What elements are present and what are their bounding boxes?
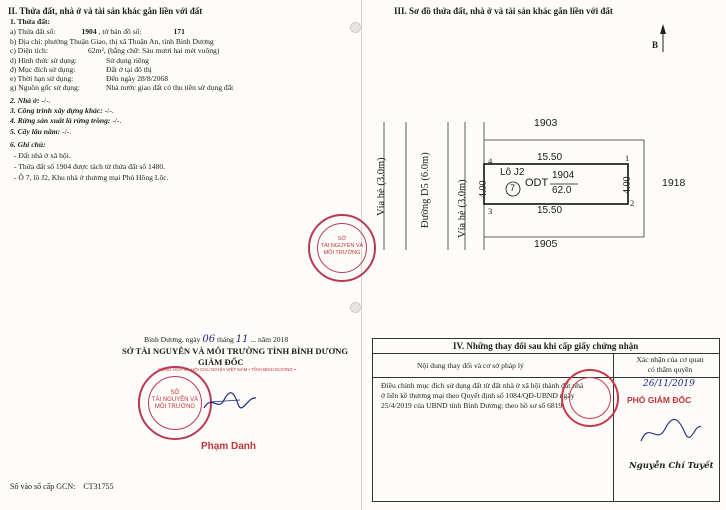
sheet-number: 171: [173, 27, 185, 36]
parcel-number: 1904: [81, 27, 97, 36]
sidewalk-label-left: Vỉa hè (3.0m): [376, 157, 387, 216]
forest-line: [10, 116, 121, 126]
official-seal-middle: [308, 214, 376, 282]
note-3: - Ô 7, lô J2, Khu nhà ở thương mại Phú Hồng Lộc.: [14, 173, 169, 182]
other-works-line: [10, 106, 114, 116]
sidewalk-label-right: Vỉa hè (3.0m): [457, 179, 468, 238]
seal-text-1: SỞ: [337, 236, 347, 242]
corner-point-3: 3: [488, 206, 493, 216]
official-seal-change: [561, 369, 619, 427]
house-label: 2. Nhà ở:: [10, 96, 40, 105]
confirmation-position: PHÓ GIÁM ĐỐC: [627, 395, 692, 405]
forest-value: -/-.: [112, 116, 122, 125]
seal-text-3: MÔI TRƯỜNG: [154, 404, 196, 410]
perennial-value: -/-.: [62, 127, 72, 136]
changes-table: [372, 338, 720, 502]
parcel-map: [362, 0, 726, 300]
seal-text-2: TÀI NGUYÊN VÀ: [320, 243, 364, 249]
use-purpose-value: Đất ở tại đô thị: [106, 65, 152, 74]
issue-month: 11: [235, 334, 249, 345]
issue-year: năm 2018: [258, 335, 289, 344]
parcel-label: a) Thửa đất số:: [10, 27, 56, 36]
column-header-confirmation-line2: có thẩm quyền: [647, 364, 693, 374]
use-term-value: Đến ngày 28/8/2068: [106, 74, 169, 83]
column-header-confirmation: [625, 355, 715, 374]
column-header-confirmation-line1: Xác nhận của cơ quan: [636, 355, 704, 364]
use-origin-label: g) Nguồn gốc sử dụng:: [10, 83, 80, 92]
corner-point-2: 2: [630, 198, 635, 208]
change-entry-line-1: Điều chỉnh mục đích sử dụng đất từ đất nhà ở xã hội thành đất nhà: [381, 381, 584, 390]
note-2: - Thửa đất số 1904 được tách từ thửa đất số 1480.: [14, 162, 166, 171]
parcel-left-length: 4.00: [478, 180, 489, 198]
punch-hole: [350, 302, 361, 313]
land-type-code: ODT: [525, 177, 549, 189]
parcel-heading: 1. Thửa đất:: [10, 17, 51, 26]
serial-label: Số vào sổ cấp GCN:: [10, 482, 76, 491]
corner-point-4: 4: [488, 156, 493, 166]
serial-number: CT31755: [83, 482, 114, 491]
seal-ring-text: CỘNG HÒA XÃ HỘI CHỦ NGHĨA VIỆT NAM • TỈNH BÌNH DƯƠNG •: [158, 367, 296, 372]
area-value: 62m², (bằng chữ: Sáu mươi hai mét vuông): [88, 46, 220, 55]
corner-point-1: 1: [625, 153, 630, 163]
use-term-label: e) Thời hạn sử dụng:: [10, 74, 74, 83]
use-purpose-label: đ) Mục đích sử dụng:: [10, 65, 76, 74]
signer-name: Phạm Danh: [201, 441, 257, 452]
issuing-agency: SỞ TÀI NGUYÊN VÀ MÔI TRƯỜNG TỈNH BÌNH DƯƠNG: [122, 346, 349, 356]
issue-place: Bình Dương, ngày: [144, 335, 201, 344]
area-line: [10, 46, 220, 56]
forest-label: 4. Rừng sản xuất là rừng trồng:: [10, 116, 111, 125]
map-parcel-number: 1904: [552, 170, 575, 181]
issue-month-label: tháng: [216, 335, 234, 344]
section-iii-title: III. Sơ đồ thửa đất, nhà ở và tài sản khác gắn liền với đất: [394, 6, 613, 16]
punch-hole: [350, 22, 361, 33]
neighbor-bottom: 1905: [534, 238, 558, 250]
address-line: b) Địa chỉ: phường Thuận Giao, thị xã Thuận An, tỉnh Bình Dương: [10, 37, 214, 46]
perennial-line: [10, 127, 71, 137]
confirmation-signature: [635, 411, 705, 451]
road-label: Đường D5 (6.0m): [420, 152, 431, 228]
other-works-label: 3. Công trình xây dựng khác:: [10, 106, 103, 115]
change-entry-line-3: 25/4/2019 của UBND tỉnh Bình Dương; theo hồ sơ số 6819.: [381, 401, 565, 410]
north-label: B: [652, 40, 659, 50]
issue-day: 06: [202, 334, 216, 345]
parcel-top-length: 15.50: [537, 152, 563, 163]
column-header-content: Nội dung thay đổi và cơ sở pháp lý: [417, 361, 524, 370]
parcel-bottom-length: 15.50: [537, 205, 563, 216]
parcel-number-line: [10, 27, 185, 37]
parcel-right-length: 4.00: [622, 176, 633, 194]
other-works-value: -/-.: [104, 106, 114, 115]
section-iv-title: IV. Những thay đổi sau khi cấp giấy chứng nhận: [453, 341, 639, 351]
house-line: [10, 96, 51, 106]
sheet-label: , tờ bản đồ số:: [98, 27, 142, 36]
seal-text-2: TÀI NGUYÊN VÀ: [151, 397, 199, 403]
seal-text-3: MÔI TRƯỜNG: [323, 250, 361, 256]
notes-heading: 6. Ghi chú:: [10, 140, 46, 149]
confirmation-signer: Nguyễn Chí Tuyết: [629, 461, 714, 471]
change-entry-line-2: ở liên kề thương mại theo Quyết định số 1084/QĐ-UBND ngày: [381, 391, 575, 400]
map-parcel-area: 62.0: [552, 185, 572, 196]
issue-date-line: Bình Dương, ngày 06 tháng 11 ... năm 2018: [144, 334, 289, 345]
lot-number: 7: [510, 183, 516, 193]
seal-text-1: SỞ: [170, 390, 180, 396]
section-ii-title: II. Thửa đất, nhà ở và tài sản khác gắn liền với đất: [8, 6, 203, 16]
use-form-label: d) Hình thức sử dụng:: [10, 56, 77, 65]
director-signature: [200, 386, 260, 416]
perennial-label: 5. Cây lâu năm:: [10, 127, 61, 136]
left-page: [0, 0, 362, 510]
lot-label: Lô J2: [500, 167, 525, 178]
neighbor-top: 1903: [534, 117, 558, 129]
house-value: -/-.: [41, 96, 51, 105]
use-form-value: Sử dụng riêng: [106, 56, 149, 65]
neighbor-right: 1918: [662, 177, 686, 189]
note-1: - Đất nhà ở xã hội.: [14, 151, 71, 160]
area-label: c) Diện tích:: [10, 46, 48, 55]
use-origin-line: [10, 83, 234, 93]
director-title: GIÁM ĐỐC: [198, 357, 244, 367]
use-origin-value: Nhà nước giao đất có thu tiền sử dụng đất: [106, 83, 234, 92]
north-arrow-icon: [660, 24, 666, 52]
serial-line: [10, 482, 114, 492]
confirmation-date: 26/11/2019: [643, 379, 695, 389]
